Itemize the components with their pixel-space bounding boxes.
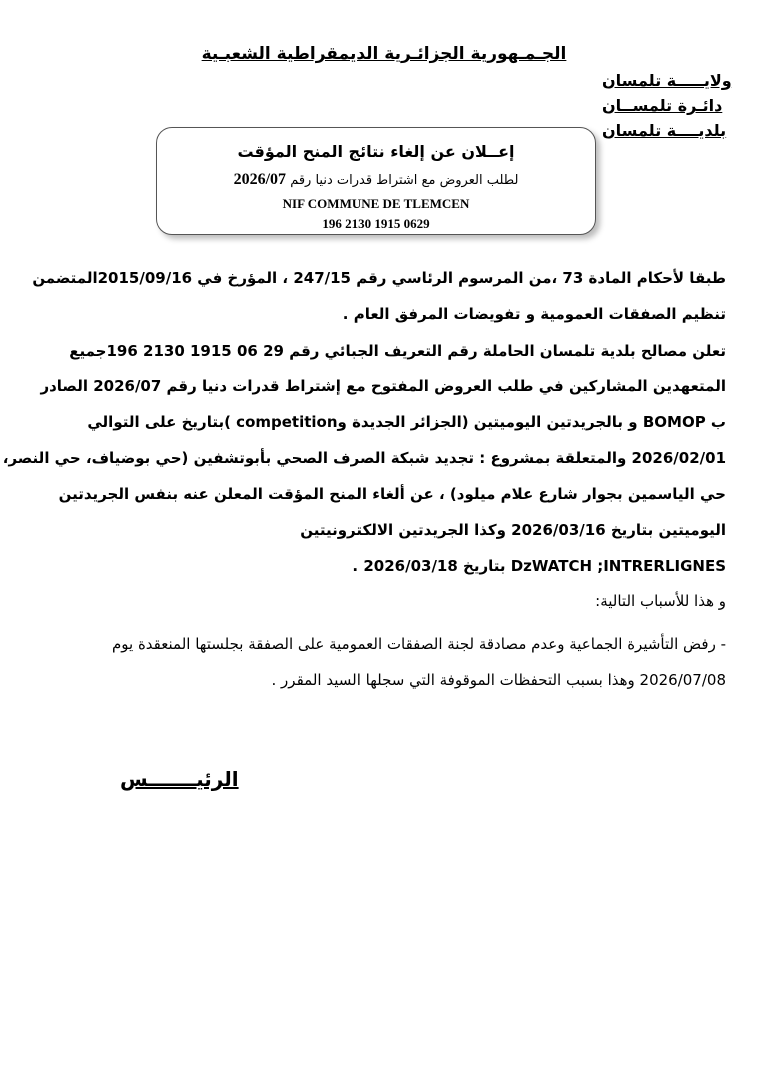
announcement-box: [156, 127, 596, 235]
announcement-subtitle: [157, 171, 595, 189]
baladia-label: بلديــــة تلمسان: [602, 121, 727, 140]
administration-block: [602, 68, 732, 143]
nif-number: 196 2130 1915 0629: [322, 216, 430, 231]
nif-label: NIF COMMUNE DE TLEMCEN: [282, 196, 470, 211]
body-line-6: 2026/02/01 والمتعلقة بمشروع : تجديد شبكة الصرف الصحي بأبوتشفين (حي بوضياف، حي النصر،: [2, 449, 726, 467]
reason-line-2: 2026/07/08 وهذا بسبب التحفظات الموقوفة التي سجلها السيد المقرر .: [271, 671, 726, 689]
body-line-7: حي الياسمين بجوار شارع علام ميلود) ، عن ألغاء المنح المؤقت المعلن عنه بنفس الجريدتين: [58, 485, 726, 503]
body-line-5: ب BOMOP و بالجريدتين اليوميتين (الجزائر الجديدة وcompetition )بتاريخ على التوالي: [87, 413, 726, 431]
body-line-2: تنظيم الصفقات العمومية و تفويضات المرفق العام .: [342, 305, 726, 323]
subtitle-text: لطلب العروض مع اشتراط قدرات دنيا رقم: [290, 173, 519, 188]
wilaya-label: ولايـــــة تلمسان: [602, 71, 732, 90]
announcement-title: إعــلان عن إلغاء نتائج المنح المؤقت: [237, 142, 515, 161]
body-line-3: تعلن مصالح بلدية تلمسان الحاملة رقم التعريف الجبائي رقم 29 06 1915 2130 196جميع: [69, 342, 726, 360]
republic-header: الجـمـهورية الجزائـرية الديمقراطية الشعبـية: [201, 44, 567, 64]
body-line-1: طبقا لأحكام المادة 73 ،من المرسوم الرئاسي رقم 247/15 ، المؤرخ في 2015/09/16المتضمن: [32, 269, 726, 287]
body-line-8: اليوميتين بتاريخ 2026/03/16 وكذا الجريدتين الالكترونيتين: [300, 521, 726, 539]
body-line-4: المتعهدين المشاركين في طلب العروض المفتوح مع إشتراط قدرات دنيا رقم 2026/07 الصادر: [40, 377, 726, 395]
reason-line-1: - رفض التأشيرة الجماعية وعدم مصادقة لجنة الصفقات العمومية على الصفقة بجلستها المنعقدة يوم: [111, 635, 726, 653]
subtitle-number: 2026/07: [233, 171, 287, 188]
reasons-intro: و هذا للأسباب التالية:: [595, 592, 726, 610]
daira-label: دائـرة تلمســان: [602, 96, 723, 115]
signature-title: الرئيـــــــس: [120, 767, 239, 791]
body-line-9: DzWATCH ;INTRERLIGNES بتاريخ 2026/03/18 .: [352, 557, 726, 575]
